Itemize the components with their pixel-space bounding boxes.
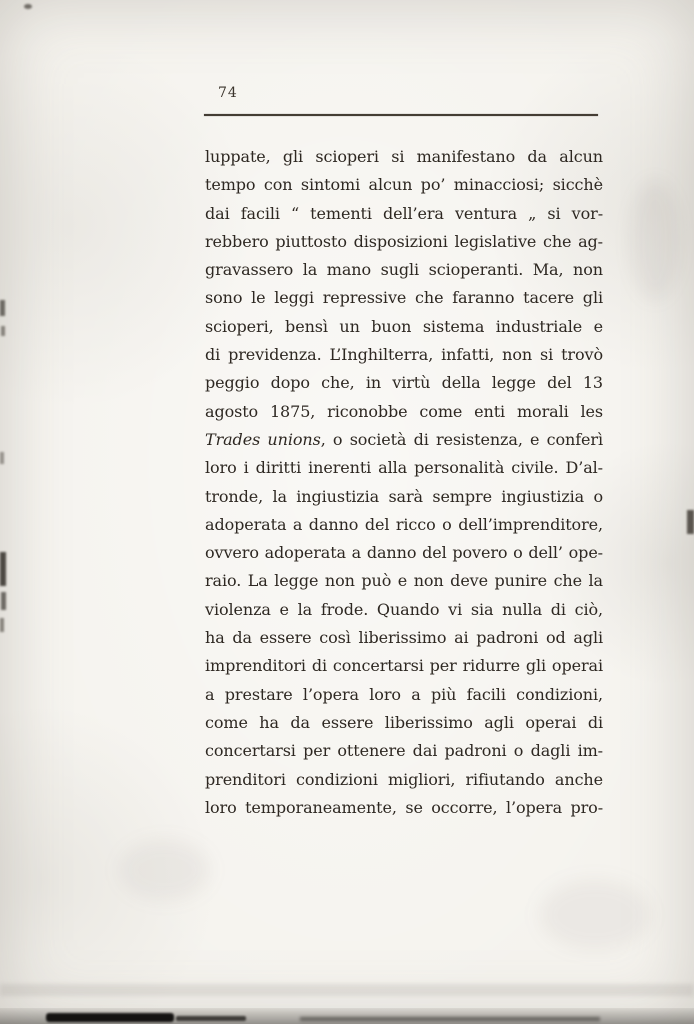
scan-artifact-mottle: [540, 880, 650, 950]
header-rule: [204, 114, 598, 116]
page-number: 74: [218, 85, 238, 101]
scan-artifact-left-edge: [0, 452, 4, 464]
text-line: a prestare l’opera loro a più facili condizioni,: [205, 684, 603, 704]
text-line: loro temporaneamente, se occorre, l’opera pro-: [205, 797, 603, 817]
scan-artifact-blot: [300, 1017, 600, 1021]
scan-artifact-right-edge: [687, 510, 694, 534]
text-line: loro i diritti inerenti alla personalità civile. D’al-: [205, 458, 603, 478]
scan-artifact-left-edge: [1, 326, 5, 336]
text-line: dai facili “ tementi dell’era ventura „ si vor-: [205, 203, 603, 223]
italic-term: Trades unions: [205, 429, 321, 449]
scan-artifact-left-edge: [0, 552, 6, 586]
scan-artifact-mottle: [630, 180, 680, 300]
text-line: violenza e la frode. Quando vi sia nulla di ciò,: [205, 599, 603, 619]
text-line: come ha da essere liberissimo agli operai di: [205, 712, 603, 732]
text-line: adoperata a danno del ricco o dell’imprenditore,: [205, 514, 603, 534]
scan-artifact-mottle: [120, 840, 210, 900]
scan-artifact-band: [0, 984, 694, 996]
scan-artifact-blot: [46, 1013, 174, 1022]
text-block: [205, 143, 603, 822]
text-line: peggio dopo che, in virtù della legge del 13: [205, 373, 603, 393]
text-line: scioperi, bensì un buon sistema industriale e: [205, 316, 603, 336]
scan-artifact-left-edge: [1, 592, 6, 610]
text-line: rebbero piuttosto disposizioni legislative che ag-: [205, 231, 603, 251]
scan-artifact-blot: [176, 1016, 246, 1021]
text-line: luppate, gli scioperi si manifestano da alcun: [205, 147, 603, 166]
text-line: prenditori condizioni migliori, rifiutando anche: [205, 769, 603, 789]
scan-artifact-left-edge: [0, 300, 5, 316]
text-line: di previdenza. L’Inghilterra, infatti, non si trovò: [205, 345, 603, 365]
text-line: tempo con sintomi alcun po’ minacciosi; sicchè: [205, 175, 603, 195]
text-line: sono le leggi repressive che faranno tacere gli: [205, 288, 603, 308]
scan-artifact-band: [0, 1008, 694, 1024]
text-line: raio. La legge non può e non deve punire che la: [205, 571, 603, 591]
text-line: agosto 1875, riconobbe come enti morali les: [205, 401, 603, 421]
scan-artifact-speck: [24, 4, 32, 9]
text-line: concertarsi per ottenere dai padroni o dagli im-: [205, 741, 603, 761]
text-line: ha da essere così liberissimo ai padroni od agli: [205, 628, 603, 648]
text-line: gravassero la mano sugli scioperanti. Ma, non: [205, 260, 603, 280]
text-line: ovvero adoperata a danno del povero o dell’ ope-: [205, 543, 603, 563]
text-line: tronde, la ingiustizia sarà sempre ingiustizia o: [205, 486, 603, 506]
scan-artifact-left-edge: [0, 618, 4, 632]
text-line: Trades unions, o società di resistenza, e conferì: [205, 429, 603, 449]
text-line: imprenditori di concertarsi per ridurre gli operai: [205, 656, 603, 676]
